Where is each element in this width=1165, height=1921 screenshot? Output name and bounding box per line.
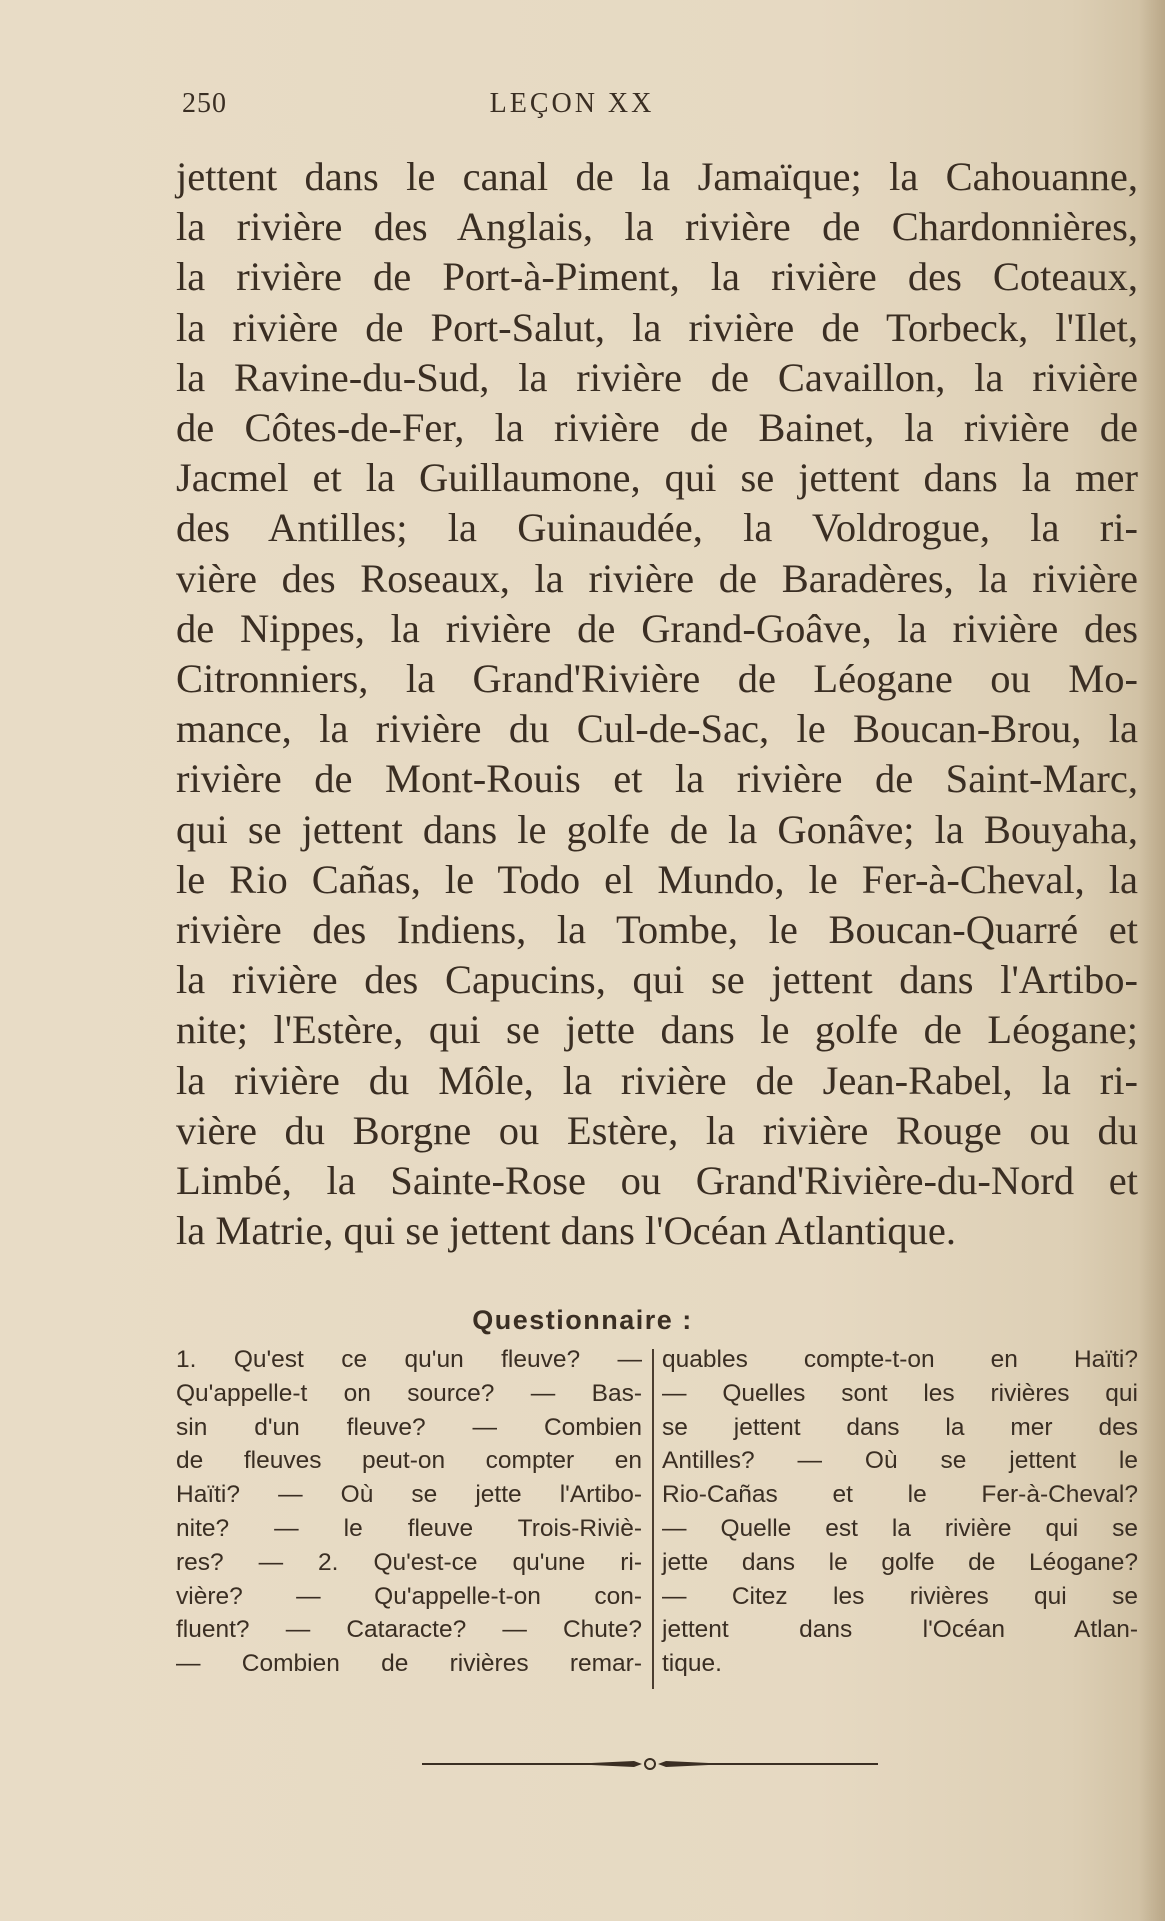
question-line: 1. Qu'est ce qu'un fleuve? — [176,1346,642,1373]
body-line: le Rio Cañas, le Todo el Mundo, le Fer-à-Cheval, la [176,856,1138,902]
body-line: Citronniers, la Grand'Rivière de Léogane ou Mo- [176,656,1138,702]
question-line: se jettent dans la mer des [662,1413,1138,1441]
body-line: jettent dans le canal de la Jamaïque; la Cahouanne, [176,154,1138,199]
body-line: rivière des Indiens, la Tombe, le Boucan-Quarré et [176,907,1138,953]
question-line: jette dans le golfe de Léogane? [662,1548,1138,1576]
body-line: rivière de Mont-Rouis et la rivière de Saint-Marc, [176,756,1138,802]
question-line: tique. [662,1650,722,1678]
column-divider [652,1349,654,1689]
body-line: la Matrie, qui se jettent dans l'Océan Atlantique. [176,1208,956,1254]
question-line: — Quelles sont les rivières qui [662,1379,1138,1407]
body-line: mance, la rivière du Cul-de-Sac, le Boucan-Brou, la [176,706,1138,752]
body-line: la Ravine-du-Sud, la rivière de Cavaillon, la rivière [176,354,1138,400]
body-line: qui se jettent dans le golfe de la Gonâve; la Bouyaha, [176,806,1138,852]
body-line: de Côtes-de-Fer, la rivière de Bainet, la rivière de [176,405,1138,451]
body-line: la rivière du Môle, la rivière de Jean-Rabel, la ri- [176,1057,1138,1103]
question-line: quables compte-t-on en Haïti? [662,1346,1138,1373]
question-line: — Quelle est la rivière qui se [662,1514,1138,1542]
question-line: Antilles? — Où se jettent le [662,1447,1138,1475]
body-line: de Nippes, la rivière de Grand-Goâve, la rivière des [176,605,1138,651]
question-line: res? — 2. Qu'est-ce qu'une ri- [176,1548,642,1576]
question-line: sin d'un fleuve? — Combien [176,1413,642,1441]
page-number: 250 [182,88,227,119]
body-line: la rivière de Port-Salut, la rivière de Torbeck, l'Ilet, [176,304,1138,350]
body-line: vière du Borgne ou Estère, la rivière Rouge ou du [176,1107,1138,1153]
question-line: jettent dans l'Océan Atlan- [662,1616,1138,1644]
question-line: Rio-Cañas et le Fer-à-Cheval? [662,1481,1138,1509]
questionnaire-title: Questionnaire : [472,1305,693,1335]
tailpiece-ornament-icon [420,1756,880,1772]
body-line: Limbé, la Sainte-Rose ou Grand'Rivière-du-Nord et [176,1158,1138,1204]
body-line: la rivière des Capucins, qui se jettent dans l'Artibo- [176,957,1138,1003]
page-header [182,88,962,128]
question-line: Haïti? — Où se jette l'Artibo- [176,1481,642,1509]
question-line: nite? — le fleuve Trois-Riviè- [176,1514,642,1542]
question-line: Qu'appelle-t on source? — Bas- [176,1379,642,1407]
questionnaire-right-column [662,1343,1138,1681]
question-line: fluent? — Cataracte? — Chute? [176,1616,642,1644]
body-line: Jacmel et la Guillaumone, qui se jettent dans la mer [176,455,1138,501]
body-line: la rivière des Anglais, la rivière de Chardonnières, [176,204,1138,250]
question-line: vière? — Qu'appelle-t-on con- [176,1582,642,1610]
questionnaire [176,1343,1138,1693]
question-line: — Citez les rivières qui se [662,1582,1138,1610]
question-line: de fleuves peut-on compter en [176,1447,642,1475]
question-line: — Combien de rivières remar- [176,1650,642,1678]
body-line: des Antilles; la Guinaudée, la Voldrogue, la ri- [176,505,1138,551]
body-line: la rivière de Port-à-Piment, la rivière des Coteaux, [176,254,1138,300]
running-head: LEÇON XX [489,88,655,119]
body-line: nite; l'Estère, qui se jette dans le golfe de Léogane; [176,1007,1138,1053]
page-edge-shadow [1139,0,1165,1921]
body-paragraph [176,152,1138,1256]
body-line: vière des Roseaux, la rivière de Baradères, la rivière [176,555,1138,601]
questionnaire-left-column [176,1343,642,1681]
